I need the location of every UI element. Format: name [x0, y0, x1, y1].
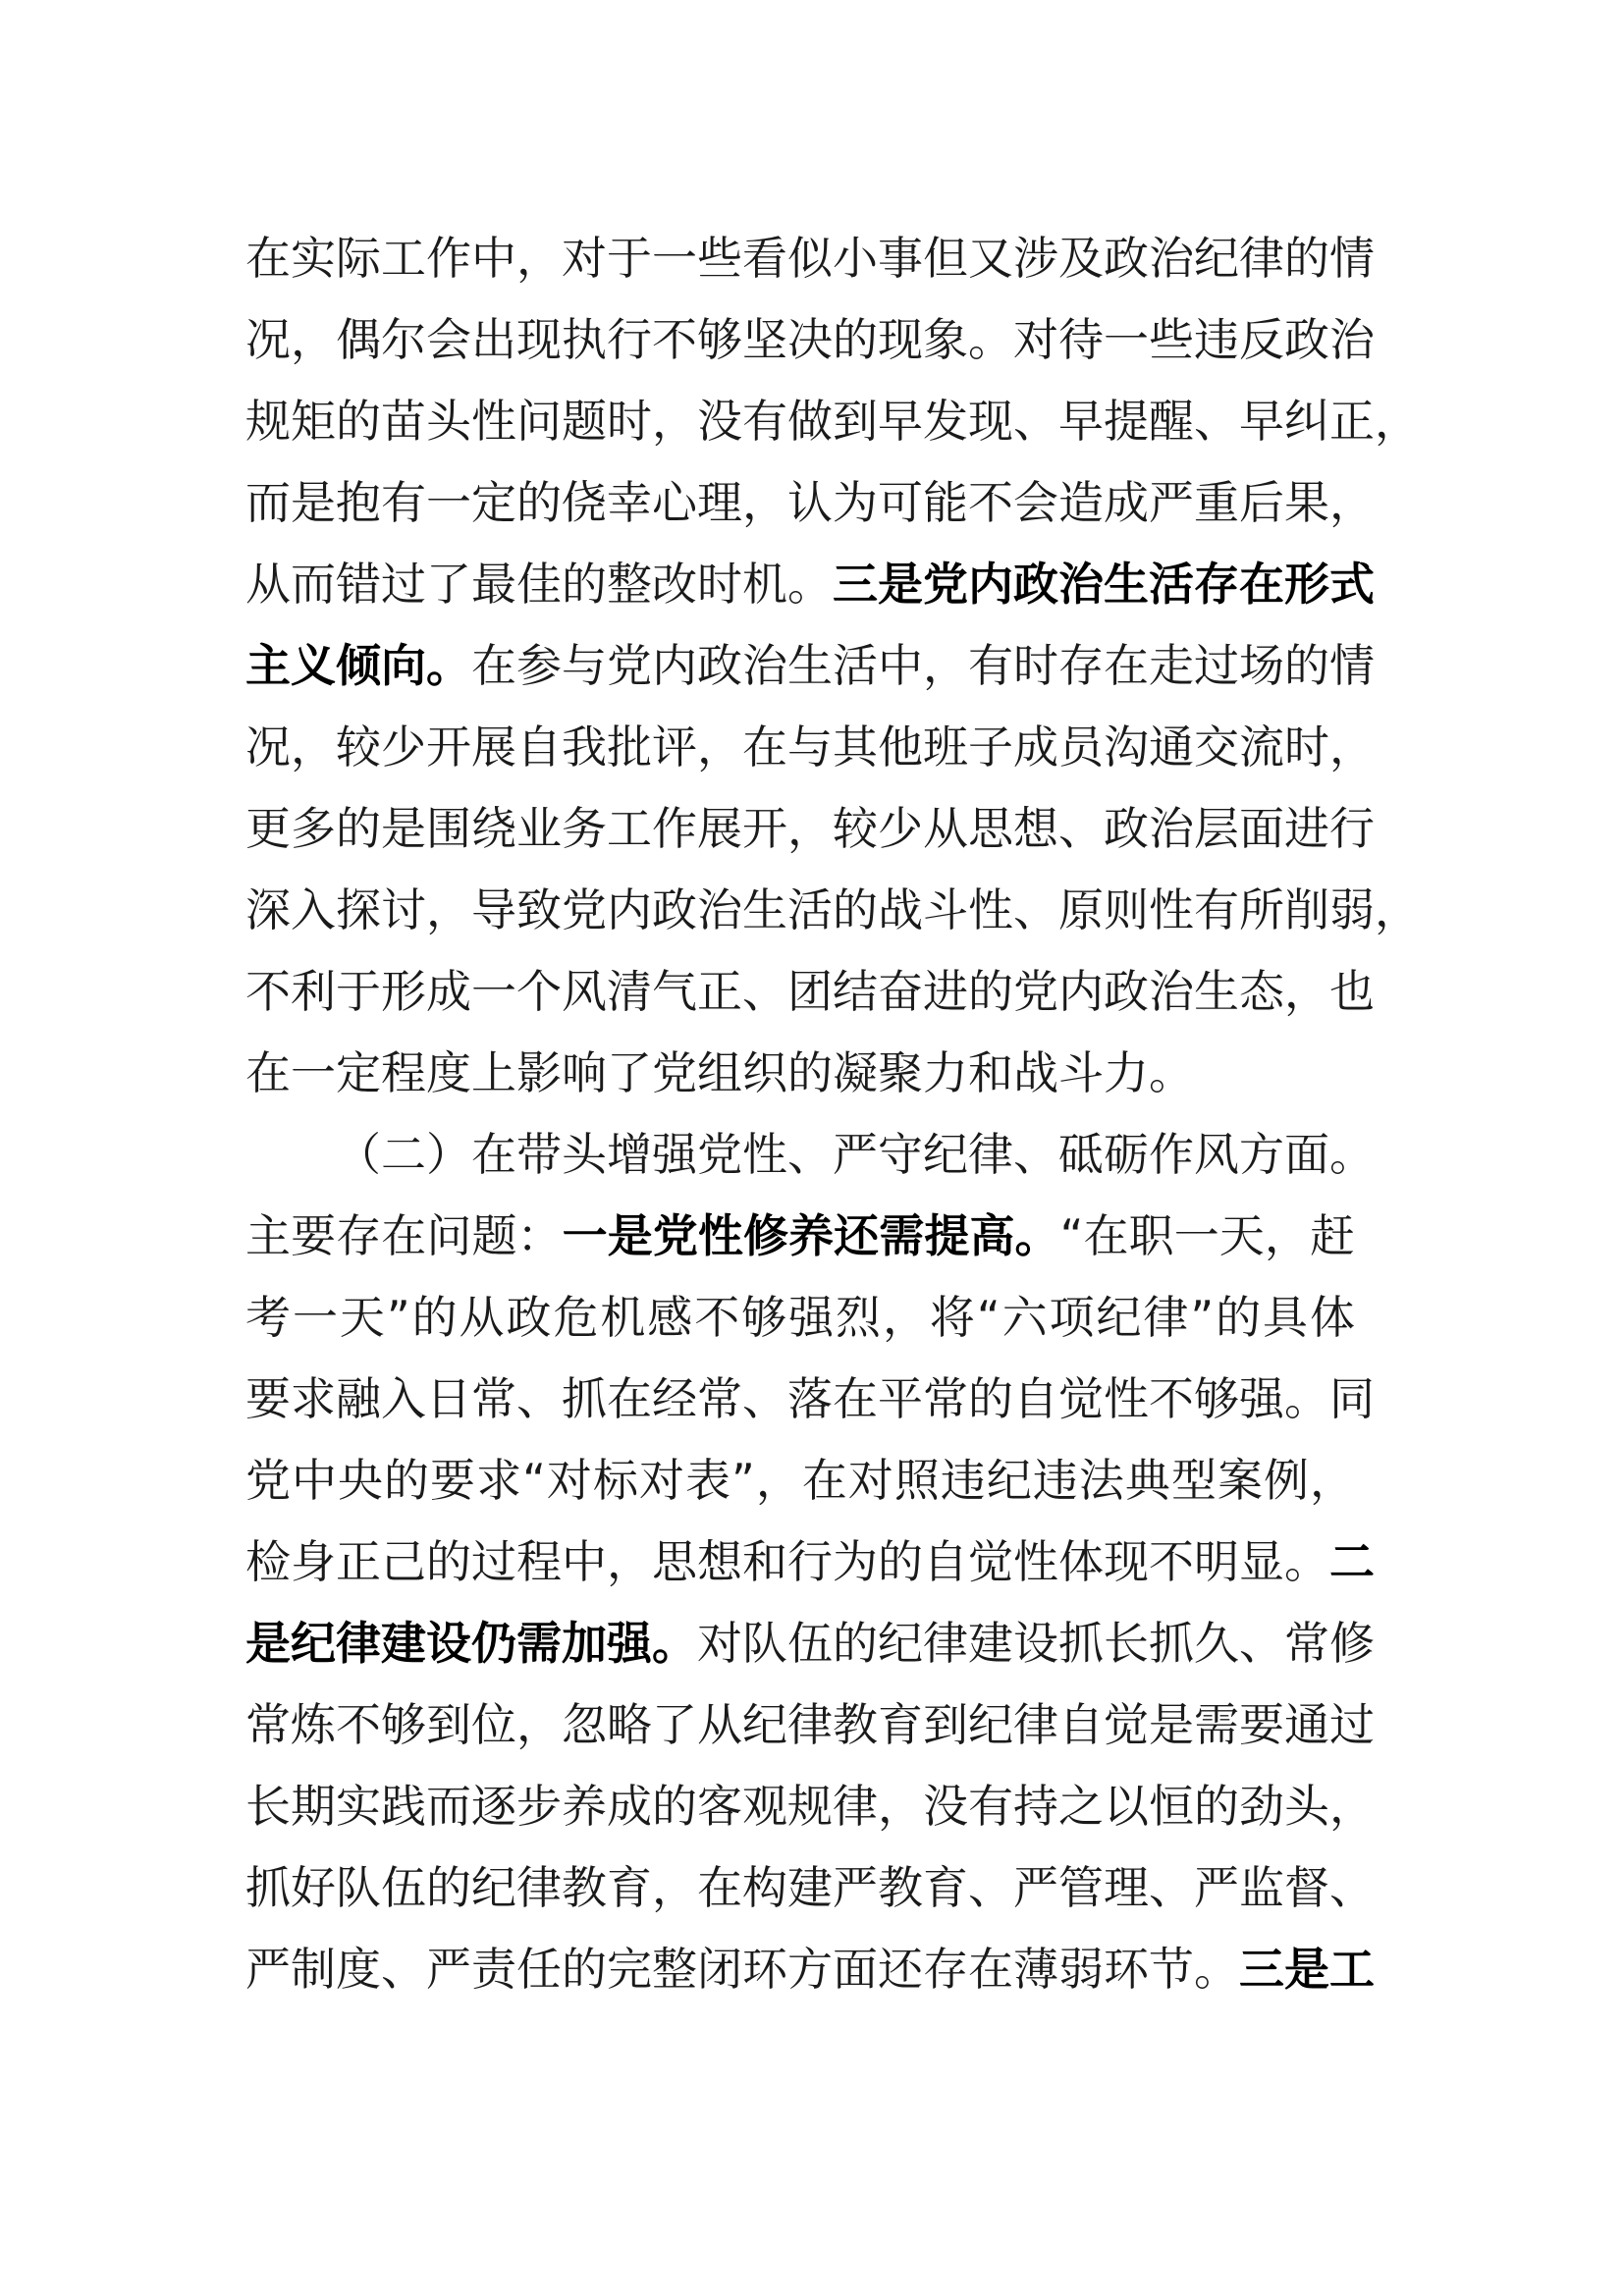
text-line: 要求融入日常、抓在经常、落在平常的自觉性不够强。同 [245, 1372, 1375, 1425]
text-line [245, 544, 1375, 625]
text-line: 在一定程度上影响了党组织的凝聚力和战斗力。 [245, 1046, 1194, 1099]
bold-heading-run: 一是党性修养还需提高。 [562, 1209, 1060, 1262]
text-run: 在参与党内政治生活中，有时存在走过场的情 [471, 639, 1375, 692]
bold-heading-run: 三是党内政治生活存在形式 [833, 558, 1375, 611]
text-run: 严制度、严责任的完整闭环方面还存在薄弱环节。 [245, 1943, 1239, 1996]
bold-heading-run: 三是工 [1239, 1943, 1375, 1996]
text-line: 况，较少开展自我批评，在与其他班子成员沟通交流时， [245, 721, 1375, 774]
text-line [245, 1603, 1375, 1684]
text-run: 对队伍的纪律建设抓长抓久、常修 [697, 1617, 1375, 1670]
text-line: 党中央的要求“对标对表”，在对照违纪违法典型案例， [245, 1454, 1355, 1507]
text-line: 规矩的苗头性问题时，没有做到早发现、早提醒、早纠正， [245, 395, 1420, 448]
text-run: 主要存在问题： [245, 1209, 563, 1262]
bold-heading-run: 二 [1329, 1535, 1375, 1588]
text-line [245, 1196, 1355, 1277]
text-line [245, 1522, 1375, 1603]
bold-heading-run: 主义倾向。 [245, 639, 471, 692]
text-line: 况，偶尔会出现执行不够坚决的现象。对待一些违反政治 [245, 313, 1375, 366]
text-line: 常炼不够到位，忽略了从纪律教育到纪律自觉是需要通过 [245, 1698, 1375, 1751]
text-line: 抓好队伍的纪律教育，在构建严教育、严管理、严监督、 [245, 1861, 1375, 1914]
bold-heading-run: 是纪律建设仍需加强。 [245, 1617, 697, 1670]
text-line: 而是抱有一定的侥幸心理，认为可能不会造成严重后果， [245, 476, 1375, 529]
text-line: 更多的是围绕业务工作展开，较少从思想、政治层面进行 [245, 802, 1375, 855]
text-run: “在职一天，赶 [1059, 1209, 1356, 1262]
text-line: 在实际工作中，对于一些看似小事但又涉及政治纪律的情 [245, 232, 1375, 285]
text-line: 深入探讨，导致党内政治生活的战斗性、原则性有所削弱， [245, 883, 1420, 936]
section-heading: （二）在带头增强党性、严守纪律、砥砺作风方面。 [336, 1128, 1375, 1181]
text-line: 长期实践而逐步养成的客观规律，没有持之以恒的劲头， [245, 1780, 1375, 1833]
text-line: 考一天”的从政危机感不够强烈，将“六项纪律”的具体 [245, 1291, 1355, 1344]
document-body [245, 218, 1420, 2010]
text-run: 检身正己的过程中，思想和行为的自觉性体现不明显。 [245, 1535, 1329, 1588]
text-line: 不利于形成一个风清气正、团结奋进的党内政治生态，也 [245, 965, 1375, 1018]
text-line [245, 1929, 1375, 2010]
text-line [245, 625, 1375, 707]
text-run: 从而错过了最佳的整改时机。 [245, 558, 833, 611]
